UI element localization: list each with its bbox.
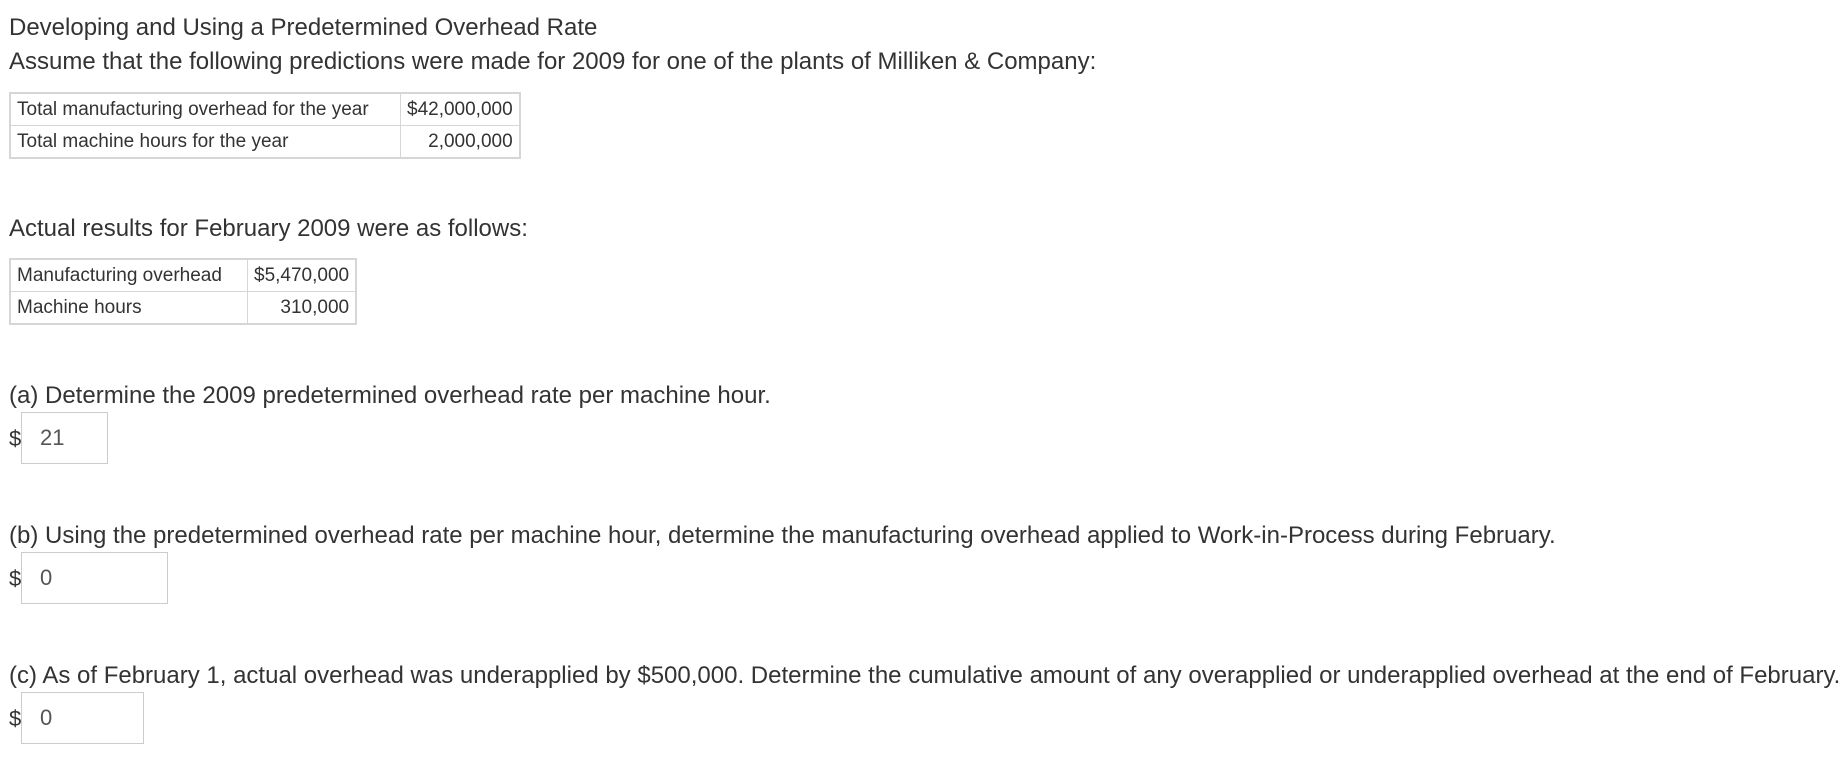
table-cell-label: Total manufacturing overhead for the year	[10, 93, 401, 126]
problem-page	[9, 0, 1840, 758]
answer-a-input[interactable]	[21, 412, 108, 464]
currency-symbol: $	[9, 566, 22, 591]
answer-b-input[interactable]	[21, 552, 168, 604]
table-row	[10, 259, 356, 292]
intro-text: Assume that the following predictions were made for 2009 for one of the plants of Milliken & Company:	[9, 48, 1097, 75]
table-row	[10, 93, 520, 126]
table-cell-label: Total machine hours for the year	[10, 126, 401, 159]
question-a-text: (a) Determine the 2009 predetermined overhead rate per machine hour.	[9, 382, 771, 409]
table-cell-label: Machine hours	[10, 292, 248, 325]
actual-results-table	[9, 258, 357, 325]
table-cell-value: 310,000	[248, 292, 357, 325]
table-cell-label: Manufacturing overhead	[10, 259, 248, 292]
predictions-table	[9, 92, 521, 159]
table-row	[10, 126, 520, 159]
page-title: Developing and Using a Predetermined Overhead Rate	[9, 14, 598, 41]
question-c-text: (c) As of February 1, actual overhead was underapplied by $500,000. Determine the cumulative amount of any overapplied or underapplied overhead at the end of February.	[9, 662, 1840, 689]
answer-c-input[interactable]	[21, 692, 144, 744]
question-b-text: (b) Using the predetermined overhead rate per machine hour, determine the manufacturing overhead applied to Work-in-Process during February.	[9, 522, 1556, 549]
table-cell-value: 2,000,000	[401, 126, 520, 159]
actual-results-heading: Actual results for February 2009 were as follows:	[9, 215, 528, 242]
table-row	[10, 292, 356, 325]
currency-symbol: $	[9, 706, 22, 731]
table-cell-value: $42,000,000	[401, 93, 520, 126]
table-cell-value: $5,470,000	[248, 259, 357, 292]
currency-symbol: $	[9, 426, 22, 451]
